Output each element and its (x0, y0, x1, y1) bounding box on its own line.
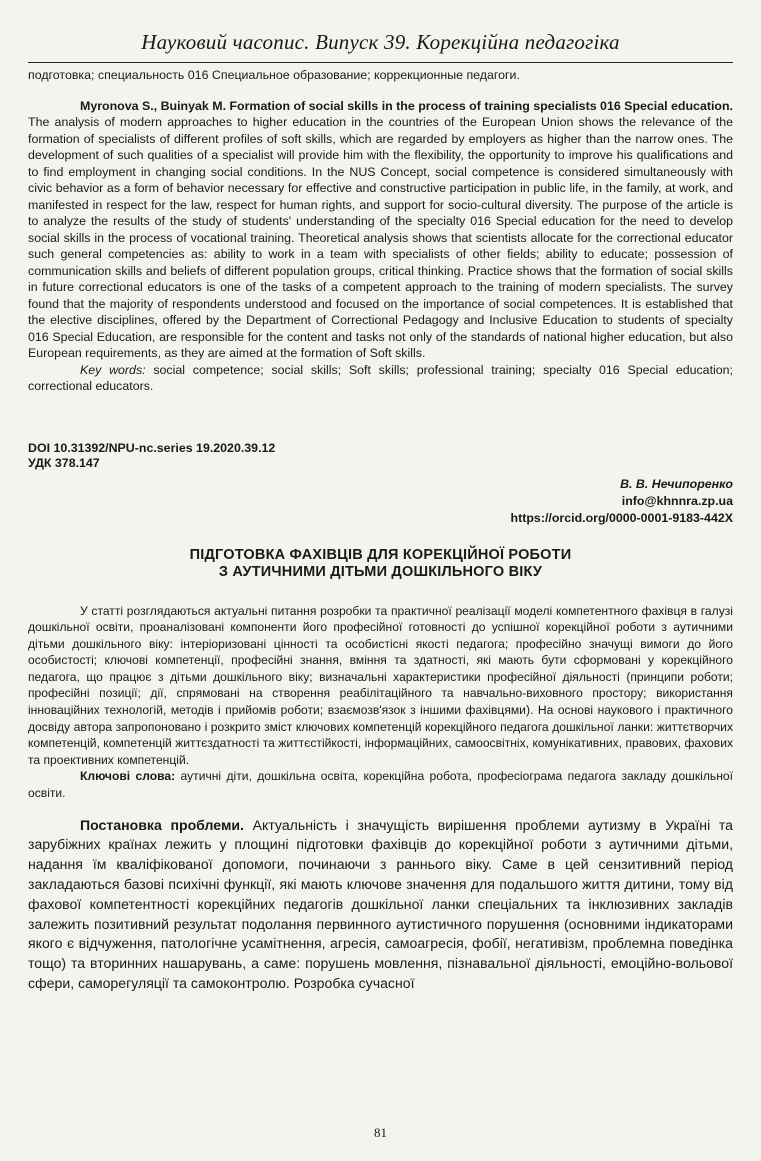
ukrainian-keywords (28, 768, 733, 801)
author-email: info@khnnra.zp.ua (621, 493, 733, 508)
page-content (28, 67, 733, 994)
spacer (28, 84, 733, 98)
ukrainian-abstract: У статті розглядаються актуальні питання розробки та практичної реалізації моделі компетентного фахівця в галузі дошкільної освіти, проаналізовані компоненти його професійної готовності до успішної корекційної роботи з аутичними дітьми дошкільного віку: інтеріоризовані цінності та особистісні якості педагога; професійно значущі вимоги до його особистості; ключові компетенції, професійні знання, вміння та здатності, які мають бути сформовані у корекційного педагога, що працює з дітьми дошкільного віку; визначальні характеристики професійної діяльності (принципи роботи; професійні позиції; дії, спрямовані на створення реабілітаційного та навчально-виховного простору; використання інноваційних технологій, методів і прийомів роботи; взаємозв'язок з іншими фахівцями). На основі наукового і практичного досвіду автора запропоновано і розкрито зміст ключових компетенцій корекційного педагога дошкільної ланки: життєтворчих компетенцій, компетенцій життєздатності та життєстійкості, інформаційних, самоосвітніх, комунікативних, правових, фахових та проективних компетенцій. (28, 603, 733, 767)
spacer (28, 802, 733, 816)
english-abstract-lead: Myronova S., Buinyak M. Formation of social skills in the process of training specialists 016 Special education. (80, 98, 733, 113)
header-rule (28, 62, 733, 63)
problem-statement-label: Постановка проблеми. (80, 816, 244, 833)
english-keywords-label: Key words: (80, 362, 146, 377)
author-block (28, 476, 733, 527)
author-orcid: https://orcid.org/0000-0001-9183-442X (510, 510, 733, 525)
article-title (28, 547, 733, 581)
english-abstract (28, 98, 733, 362)
author-name: В. В. Нечипоренко (620, 476, 733, 491)
doi: DOI 10.31392/NPU-nc.series 19.2020.39.12 (28, 440, 276, 455)
english-keywords-text: social competence; social skills; Soft skills; professional training; specialty 016 Special education; correctional educators. (28, 362, 733, 393)
spacer (28, 395, 733, 441)
journal-header: Науковий часопис. Випуск 39. Корекційна педагогіка (141, 30, 620, 54)
problem-statement-text: Актуальність і значущість вирішення проблеми аутизму в Україні та зарубіжних країнах лежить у площині підготовки фахівців до корекційної роботи з аутичними дітьми, надання їм кваліфікованої допомоги, починаючи з раннього віку. Саме в цей сензитивний період закладаються базові психічні функції, які мають ключове значення для подальшого життя дитини, тому від фахової компетентності корекційних педагогів дошкільної ланки спеціальних та інклюзивних закладів залежить позитивний результат подолання первинного аутистичного порушення (основними індикаторами якого є відчуження, патологічне усамітнення, агресія, самоагресія, фобії, негативізм, проблемна поведінка тощо) та вторинних нашарувань, а саме: порушень мовлення, пізнавальної діяльності, емоційно-вольової сфери, саморегуляції та самоконтролю. Розробка сучасної (28, 816, 733, 991)
ukrainian-keywords-text: аутичні діти, дошкільна освіта, корекційна робота, професіограма педагога закладу дошкільної освіти. (28, 769, 733, 801)
ukrainian-keywords-label: Ключові слова: (80, 769, 176, 784)
udk: УДК 378.147 (28, 456, 100, 470)
problem-statement (28, 816, 733, 994)
article-title-line-1: ПІДГОТОВКА ФАХІВЦІВ ДЛЯ КОРЕКЦІЙНОЇ РОБОТИ (189, 546, 572, 563)
english-abstract-text: The analysis of modern approaches to higher education in the countries of the European Union shows the relevance of the formation of specialists of different profiles of soft skills, which are regarded by employers as higher than the narrow ones. The development of such qualities of a specialist will provide him with the flexibility, the opportunity to improve his qualifications and to find employment in changing social conditions. In the NUS Concept, social competence is considered simultaneously with civic behavior as a form of behavior necessary for effective and constructive participation in public life, in the family, at work, and manifested in respect for the law, respect for human rights, and support for socio-cultural diversity. The purpose of the article is to analyze the results of the study of students' understanding of the specialty 016 Special education for the need to develop social skills in the process of vocational training. Theoretical analysis shows that scientists allocate for the correctional educator such general competencies as: ability to work in a team with specialists of other fields; ability to educate; possession of communication skills and beliefs of different population groups, critical thinking. Practice shows that the formation of social skills in future correctional educators is one of the tasks of a competent approach to the training of modern specialists. The survey found that the majority of respondents understood and focused on the importance of social competences. It is established that the elective disciplines, offered by the Department of Correctional Pedagogy and Inclusive Education to students of specialty 016 Special Education, are responsible for the content and tasks not only of the standards of national higher education, but also European requirements, as they are aimed at the formation of Soft skills. (28, 115, 733, 360)
article-title-line-2: З АУТИЧНИМИ ДІТЬМИ ДОШКІЛЬНОГО ВІКУ (218, 563, 543, 580)
continuation-line: подготовка; специальность 016 Специальное образование; коррекционные педагоги. (28, 68, 520, 82)
page-number: 81 (374, 1125, 387, 1140)
english-keywords (28, 362, 733, 395)
